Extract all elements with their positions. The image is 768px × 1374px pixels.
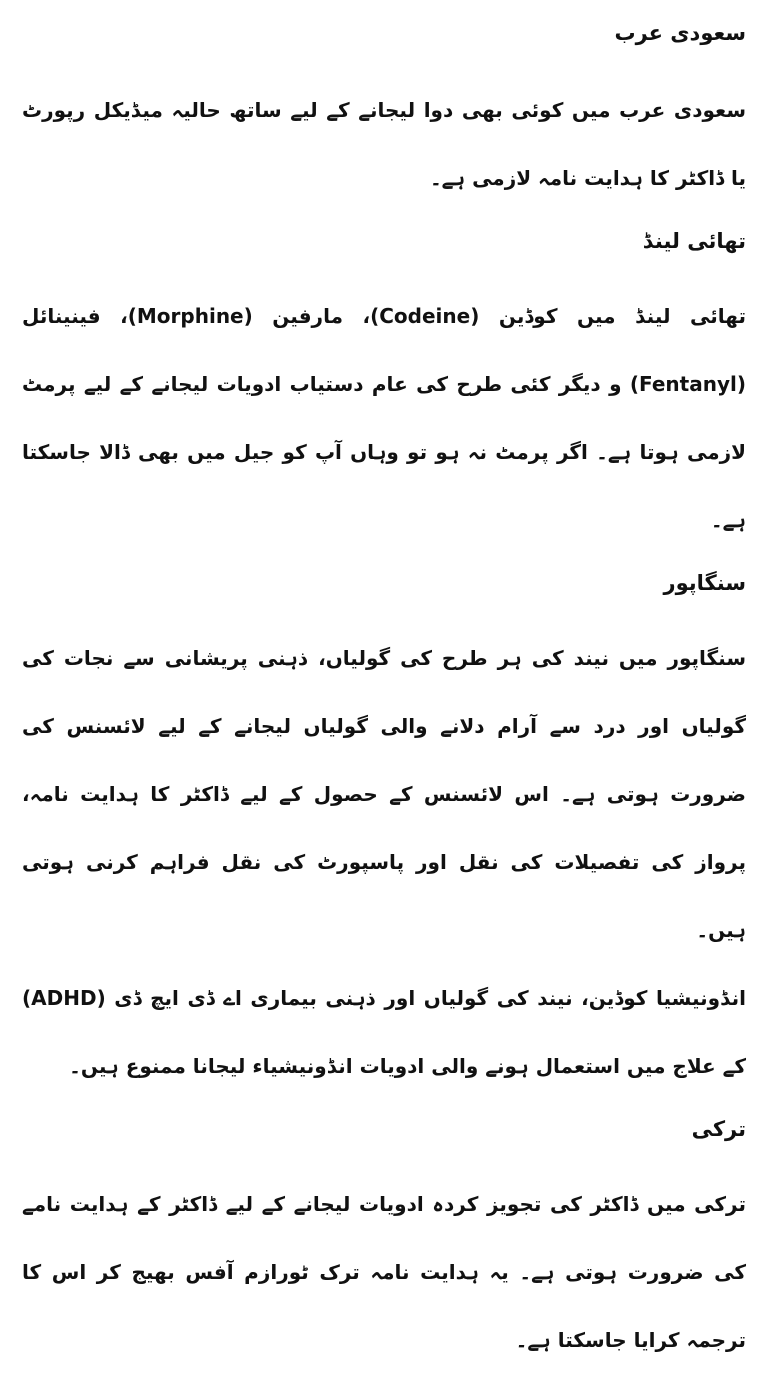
paragraph-singapore: سنگاپور میں نیند کی ہر طرح کی گولیاں، ذہنی پریشانی سے نجات کی گولیاں اور درد سے آرام دلانے والی گولیاں لیجانے کے لیے لائسنس کی ضرورت ہوتی ہے۔ اس لائسنس کے حصول کے لیے ڈاکٹر کا ہدایت نامہ، پرواز کی تفصیلات کی نقل اور پاسپورٹ کی نقل فراہم کرنی ہوتی ہیں۔ <box>22 646 746 942</box>
heading-turkey: ترکی <box>691 1117 746 1141</box>
heading-singapore: سنگاپور <box>663 571 746 595</box>
paragraph-thailand: تھائی لینڈ میں کوڈین (Codeine)، مارفین (Morphine)، فینینائل (Fentanyl) و دیگر کئی طرح کی عام دستیاب ادویات لیجانے کے لیے پرمٹ لازمی ہوتا ہے۔ اگر پرمٹ نہ ہو تو وہاں آپ کو جیل میں بھی ڈالا جاسکتا ہے۔ <box>22 304 747 532</box>
paragraph-turkey: ترکی میں ڈاکٹر کی تجویز کردہ ادویات لیجانے کے لیے ڈاکٹر کے ہدایت نامے کی ضرورت ہوتی ہے۔ یہ ہدایت نامہ ترک ٹورازم آفس بھیج کر اس کا ترجمہ کرایا جاسکتا ہے۔ <box>22 1192 746 1352</box>
heading-thailand: تھائی لینڈ <box>642 229 746 253</box>
paragraph-saudi-arabia: سعودی عرب میں کوئی بھی دوا لیجانے کے لیے ساتھ حالیہ میڈیکل رپورٹ یا ڈاکٹر کا ہدایت نامہ لازمی ہے۔ <box>22 98 746 190</box>
paragraph-indonesia: انڈونیشیا کوڈین، نیند کی گولیاں اور ذہنی بیماری اے ڈی ایچ ڈی (ADHD) کے علاج میں استعمال ہونے والی ادویات انڈونیشیاء لیجانا ممنوع ہیں۔ <box>22 986 746 1078</box>
heading-saudi-arabia: سعودی عرب <box>614 21 746 45</box>
